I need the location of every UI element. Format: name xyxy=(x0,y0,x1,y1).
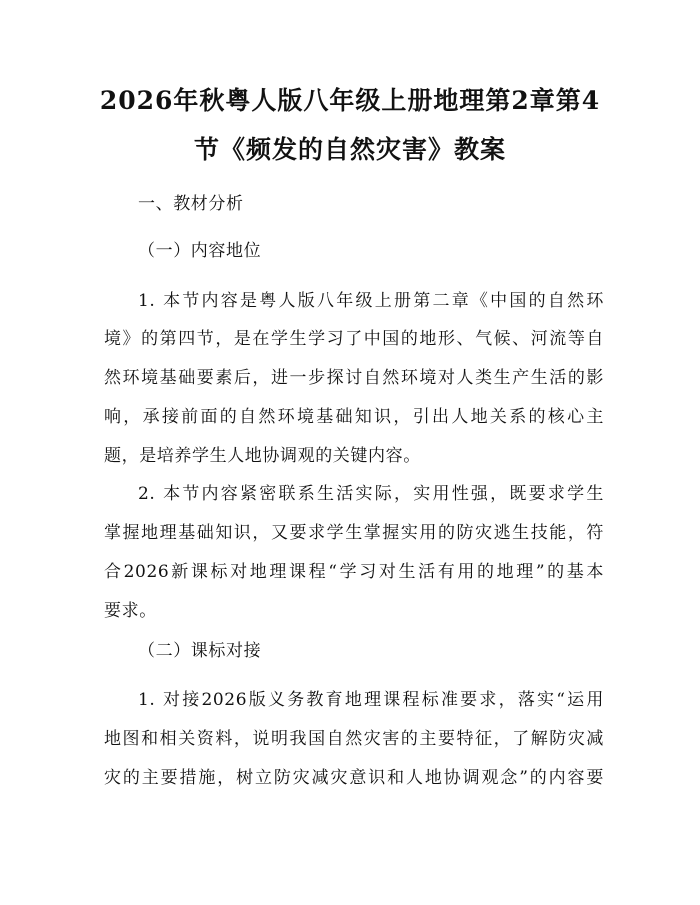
section-heading-textbook-analysis: 一、教材分析 xyxy=(138,194,244,214)
paragraph-line: 要求。 xyxy=(104,601,157,621)
subsection-heading-content-position: （一）内容地位 xyxy=(138,241,262,261)
subsection-heading-curriculum-standards: （二）课标对接 xyxy=(138,641,262,661)
paragraph-line: 1. 本节内容是粤人版八年级上册第二章《中国的自然环 xyxy=(138,291,604,311)
document-title-line-2: 节《频发的自然灾害》教案 xyxy=(193,135,506,164)
paragraph-line: 境》的第四节，是在学生学习了中国的地形、气候、河流等自 xyxy=(104,329,604,349)
paragraph-line: 1. 对接2026版义务教育地理课程标准要求，落实“运用 xyxy=(138,690,604,710)
paragraph-line: 掌握地理基础知识，又要求学生掌握实用的防灾逃生技能，符 xyxy=(104,523,604,543)
paragraph-line: 地图和相关资料，说明我国自然灾害的主要特征，了解防灾减 xyxy=(104,729,604,749)
paragraph-line: 合2026新课标对地理课程“学习对生活有用的地理”的基本 xyxy=(104,562,604,582)
document-title-line-1: 2026年秋粤人版八年级上册地理第2章第4 xyxy=(99,86,601,115)
paragraph-line: 2. 本节内容紧密联系生活实际，实用性强，既要求学生 xyxy=(138,484,604,504)
paragraph-line: 题，是培养学生人地协调观的关键内容。 xyxy=(104,446,421,466)
paragraph-line: 灾的主要措施，树立防灾减灾意识和人地协调观念”的内容要 xyxy=(104,768,604,788)
paragraph-line: 响，承接前面的自然环境基础知识，引出人地关系的核心主 xyxy=(104,407,604,427)
paragraph-line: 然环境基础要素后，进一步探讨自然环境对人类生产生活的影 xyxy=(104,368,604,388)
